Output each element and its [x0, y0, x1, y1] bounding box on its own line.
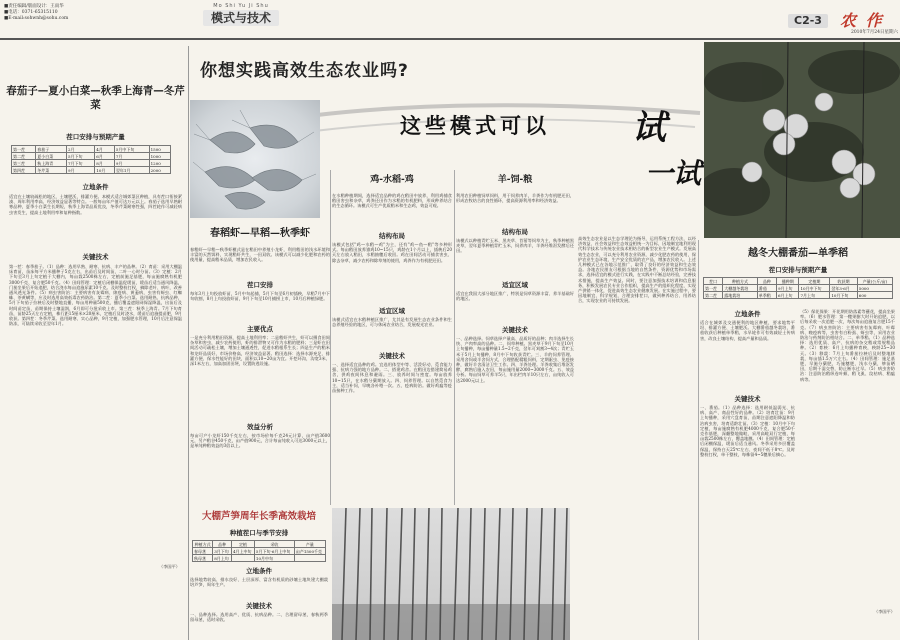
right-article-title: 越冬大棚番茄—单季稻 [748, 248, 848, 259]
right-table-title: 茬口安排与预期产量 [768, 266, 828, 274]
shrimp-text3: 每亩可产小龙虾150千克左右，按市场价每千克24元计算，亩产值3600元，另产稻谷450千克，亩产值900元，合计每亩纯收入可达3000元以上，是单纯种稻效益的3倍以上。 [190, 433, 330, 449]
sheep-text3: 一、品种选择。饲草选择产量高、品质好的品种；肉羊选择生长快、产肉率高的品种。二、饲草种植。黑麦草于9月下旬至10月上旬播种，每亩播种量1.5~2千克，翌年可刈割3~4次；青贮玉米于5月上旬播种，8月中下旬收获青贮。三、羊的饲养管理。采用舍饲或半舍饲方式，合理搭配精粗饲料，定期驱虫、免疫接种，做好羊舍清洁卫生工作。四、羊粪处理。羊粪收集后堆沤发酵，腐熟后施入农田，每亩施用量2000~3000千克。五、效益分析。每亩饲草可养羊5只，年出栏肉羊10只左右，亩纯收入可达2000元以上。 [456, 336, 574, 383]
chicken-title: 鸡-水稻-鸡 [370, 175, 414, 185]
table-row [704, 285, 893, 292]
left-conditions-heading: 立地条件 [82, 183, 109, 191]
right-article [700, 244, 896, 640]
phone-line: ■电话：0371-65315110 [4, 10, 58, 15]
sheep-text1: 该模式以种植青贮玉米、黑麦草、苜蓿等饲草为主，秋季种植黑麦草，翌年夏季种植青贮玉米，饲养肉羊，羊粪经堆沤发酵后还田。 [456, 238, 574, 254]
section-pinyin: Mo Shi Yu Ji Shu [213, 3, 269, 9]
shrimp-text1: 每年3月上旬投放虾苗，5月中旬起捕，5月下旬至6月初插秧，早稻7月中下旬收割，8月上旬投放虾苗，9月下旬至10月捕捞上市，10月后种植绿肥。 [190, 291, 330, 302]
page-code: C2-3 [788, 14, 828, 28]
tomato-illustration [704, 42, 900, 238]
table-cell: 亩产1500千克 [294, 548, 325, 555]
asparagus-conditions-heading: 立地条件 [246, 567, 272, 575]
table-cell: 1500 [149, 146, 170, 153]
divider-3 [698, 240, 699, 640]
table-row [12, 146, 171, 153]
left-article-title: 春茄子—夏小白菜—秋季上海青—冬芹菜 [6, 85, 185, 111]
table-cell: 夏小白菜 [36, 153, 67, 160]
feature-headline-try2: 一试 [645, 157, 702, 190]
header-rule [0, 38, 900, 40]
chicken-text2: 该模式适宜在水稻种植区推广，尤其是有发展生态农业条件和生态养殖经验的地区，可与休闲农业结合，发展观光农业。 [332, 317, 452, 328]
right-conditions-text: 适合在城郊及交通便利的地区种植，要求地势平坦、排灌方便、土壤肥沃。大棚番茄越冬栽培，番茄收获后种植单季稻，水旱轮作可有效减轻土传病害，改良土壤结构，提高产量和品质。 [700, 320, 795, 341]
left-byline: （李国平） [159, 564, 180, 569]
chicken-text1: 该模式包括"鸡—水稻—鸡"为主，还有"鸡—鱼—稻"等多种形式。每亩稻田放养雏鸡10~15只，鸡龄在1个月以上，插秧后20天左右放入稻田，水稻抽穗后收回。鸡在田间活动可捕食害虫、除去杂草，减少农药和除草剂的使用，鸡粪作为有机肥还田。 [332, 242, 452, 263]
left-article [3, 46, 189, 640]
feature-headline-try: 试 [632, 108, 666, 148]
right-byline: （李国平） [874, 609, 895, 614]
main-headline: 你想实践高效生态农业吗? [200, 61, 409, 81]
asparagus-title: 大棚芦笋周年长季高效栽培 [201, 511, 316, 522]
table-header-cell: 茬口 [704, 278, 723, 285]
right-columns [700, 305, 896, 619]
table-header-cell: 定植期 [799, 278, 830, 285]
shrimp-article [190, 222, 330, 504]
table-cell: 10月中旬 [254, 555, 294, 562]
editor-line: ■责任编辑/版面设计：王雨华 [4, 4, 64, 9]
table-cell: 8月 [95, 160, 115, 167]
sheep-article [456, 172, 574, 542]
table-cell: 9月 [66, 167, 94, 174]
table-cell: 6月 [95, 153, 115, 160]
table-row [193, 548, 326, 555]
sheep-sub2: 适宜区域 [502, 281, 528, 289]
table-cell: 大棚越冬栽培 [723, 285, 758, 292]
right-tech-heading: 关键技术 [734, 395, 761, 403]
asparagus-tech-text: 一、品种选择。选用高产、优质、抗病品种。二、合理留母茎，春秋两季留母茎，适时采收。 [190, 612, 328, 623]
right-col-b [800, 305, 895, 619]
left-table-title: 茬口安排与预期产量 [66, 133, 125, 141]
table-cell: 第一茬 [12, 146, 36, 153]
table-cell: 秋上海青 [36, 160, 67, 167]
table-header-cell: 产量 [294, 541, 325, 548]
table-cell [294, 555, 325, 562]
table-cell [231, 555, 254, 562]
table-header-cell: 品种 [757, 278, 776, 285]
shrimp-intro: 春稻虾—早稻—秋季虾模式是在稻田中养殖小龙虾，利用稻田的浅水环境和丰富的天然饵料，实现稻虾共生，一田双收。该模式可以减少化肥和农药的使用量，提高稻米品质，增加农民收入。 [190, 247, 330, 263]
table-header-cell: 种植方式 [723, 278, 758, 285]
table-cell: 第三茬 [12, 160, 36, 167]
table-row [193, 555, 326, 562]
chicken-sub2: 适宜区域 [379, 307, 405, 315]
asparagus-article [190, 508, 328, 640]
extra-article-text: 高效生态农业是以生态学理论为指导，运用系统工程方法，以经济效益、社会效益和生态效益相统一为目标，因地制宜地利用现代科学技术与传统农业技术相结合的新型农业生产模式。发展高效生态农业，可以充分利用农业资源，减少化肥农药的使用，保护农业生态环境，生产安全优质的农产品，增加农民收入。上述几种模式已在各地示范推广，取得了良好的经济效益和生态效益。各地农民朋友可根据当地的自然条件、资源优势和市场需求，选择适宜的模式进行实践，在实践中不断总结经验，完善技术措施，提高生产效益。同时，要注意加强技术培训和信息服务，积极发展农民专业合作组织，提高生产的组织化程度，实现产供销一体化，促进高效生态农业健康发展。在实施过程中，要因地制宜、科学规划，合理安排茬口，做到种养结合、用养结合，实现农业的可持续发展。 [578, 236, 696, 304]
table-cell: 番茄 [757, 285, 776, 292]
divider-1 [330, 170, 331, 505]
table-cell: 春茄子 [36, 146, 67, 153]
right-conditions-heading: 立地条件 [734, 310, 761, 318]
extra-article [578, 232, 696, 637]
left-tech-heading: 关键技术 [82, 253, 109, 261]
table-cell: 6月上旬 [776, 292, 798, 299]
brand-logo: 农 作 [840, 11, 884, 30]
divider-2 [454, 170, 455, 505]
table-cell: 秋母茎 [193, 555, 213, 562]
table-cell: 5月下旬-6月上中旬 [254, 548, 294, 555]
table-cell: 2月 [66, 146, 94, 153]
table-cell: 4月上中旬 [231, 548, 254, 555]
shrimp-photo [190, 100, 320, 218]
table-cell: 第二茬 [12, 153, 36, 160]
feature-headline: 这些模式可以 [400, 114, 550, 138]
table-cell: 9月 [114, 160, 149, 167]
issue-date: 2010年7月24日星期六 [850, 30, 898, 35]
chicken-intro: 在水稻种植期间，选择适宜品种的鸡在稻田中放养，利用鸡捕食稻田害虫和杂草，鸡粪还田作为水稻的有机肥料，形成种养结合的生态循环。该模式可生产优质稻米和生态鸡，效益可观。 [332, 193, 452, 209]
table-cell: 600 [857, 292, 892, 299]
table-header-cell: 收获期 [830, 278, 857, 285]
table-row [704, 292, 893, 299]
table-header-cell: 定植 [231, 541, 254, 548]
table-cell: 第四茬 [12, 167, 36, 174]
asparagus-illustration [332, 508, 570, 640]
table-header-cell: 品种 [213, 541, 232, 548]
table-cell: 春母茎 [193, 548, 213, 555]
table-row [12, 167, 171, 174]
table-cell: 5000 [857, 285, 892, 292]
sheep-sub3: 关键技术 [502, 326, 528, 334]
table-cell: 1000 [149, 153, 170, 160]
sheep-sub1: 结构布局 [502, 228, 528, 236]
asparagus-subtitle: 种植茬口与季节安排 [229, 529, 289, 537]
asparagus-table [192, 540, 326, 562]
chicken-article [332, 172, 452, 512]
table-cell: 翌年1月 [114, 167, 149, 174]
asparagus-photo [332, 508, 570, 640]
chicken-sub1: 结构布局 [379, 232, 405, 240]
left-crop-table [11, 145, 171, 174]
table-cell: 单季稻 [757, 292, 776, 299]
editor-info [4, 4, 116, 22]
table-cell: 3月下旬 [213, 548, 232, 555]
right-tech-text-b: （5）保花保果：开花期用防落素等蘸花，提高坐果率。（6）肥水管理：第一穗果膨大时开始追肥，以后每采收一次追肥一次，每次每亩追施复合肥15千克。（7）病虫害防治：主要病害有灰霉病、叶霉病、晚疫病等，虫害有白粉虱、蚜虫等，采用农业防治与药剂防治相结合。二、单季稻。（1）品种选择：选用优质、高产、抗病的杂交稻或常规稻品种。（2）育秧：6月上旬播种育秧，秧龄25~30天。（3）移栽：7月上旬番茄拉秧后及时整地移栽，每亩插1.5万穴左右。（4）田间管理：施足基肥，早施分蘖肥，巧施穗肥，浅水分蘖，够苗晒田，后期干湿交替，防止断水过早。（5）病虫害防治：注意防治稻纵卷叶螟、稻飞虱、纹枯病、稻瘟病等。 [800, 309, 895, 382]
asparagus-conditions-text: 选择地势较高、排水良好、土层深厚、富含有机质的砂壤土地块建大棚栽培芦笋，周年生产。 [190, 577, 328, 588]
table-cell: 10月下旬 [830, 292, 857, 299]
table-cell: 冬芹菜 [36, 167, 67, 174]
shrimp-sub1: 茬口安排 [247, 281, 273, 289]
table-cell: 2000 [149, 167, 170, 174]
table-cell: 5月中下旬 [114, 146, 149, 153]
shrimp-title: 春稻虾—早稻—秋季虾 [210, 228, 310, 239]
table-header-cell: 播种期 [776, 278, 798, 285]
table-cell: 翌年3-6月 [830, 285, 857, 292]
table-header-cell: 产量(公斤/亩) [857, 278, 892, 285]
table-cell: 9月上旬 [776, 285, 798, 292]
chicken-sub3: 关键技术 [379, 352, 405, 360]
shrimp-text2: 一是充分利用稻田资源，提高土地利用率；二是稻虾共生，虾可以摄食田间杂草和害虫，减少农药使用，虾的排泄物又可作为水稻的肥料；三是虾在田间活动可疏松土壤，增加土壤通透性，促进水稻根系生长；四是生产的稻米和龙虾品质好，市场价格高，经济效益显著。稻田选择：选择水源充足、排灌方便、保水性能好的田块，面积以10~20亩为宜。开挖环沟，沟宽3米、深1米左右，加高加固田埂，设置防逃设施。 [190, 335, 330, 367]
tomato-photo [704, 42, 900, 238]
right-crop-table [703, 277, 893, 299]
shrimp-illustration [190, 100, 320, 218]
table-cell: 1200 [149, 160, 170, 167]
table-cell: 10月 [95, 167, 115, 174]
table-cell: 7月上旬 [799, 292, 830, 299]
table-cell: 4月 [95, 146, 115, 153]
asparagus-tech-heading: 关键技术 [246, 602, 272, 610]
section-header [196, 3, 286, 26]
table-row [12, 153, 171, 160]
sheep-text2: 适宜在我国大部分地区推广，特别是饲草资源丰富、养羊基础好的地区。 [456, 291, 574, 302]
table-header-cell: 采收 [254, 541, 294, 548]
email-line: ■E-mail:sohwnh@sohu.com [4, 16, 69, 21]
table-cell: 第二茬 [704, 292, 723, 299]
table-header-row [704, 278, 893, 285]
left-conditions-text: 适宜在土壤较疏松的地区，土壤肥沃，排灌方便。本模式适合城郊菜区种植，具有茬口衔接紧凑、周年利用率高、经济效益显著等特点。一般每亩年产值可达万元以上。春茄子选用早熟耐寒品种，夏季小白菜生长期短，秋季上海青品质优良，冬季芹菜耐寒性强，四茬轮作可减轻病虫害发生，提高土地利用率和复种指数。 [9, 194, 182, 215]
table-cell: 5月下旬 [66, 153, 94, 160]
table-cell: 10月中下旬 [799, 285, 830, 292]
table-row [12, 160, 171, 167]
left-tech-text: 第一茬：春季茄子。（1）品种：选用早熟、耐寒、抗病、丰产的品种。（2）育苗：采用大棚温床育苗，苗床每平方米播种子5克左右，出苗后及时间苗，二叶一心时分苗。（3）定植：2月下旬至3月上旬定植于大棚内，每亩栽2500株左右，定植前施足基肥，每亩施腐熟有机肥3000千克、复合肥50千克。（4）田间管理：定植后闭棚保温促缓苗，缓苗后适当通风降温，门茄坐果后开始追肥，结合浇水每亩追施尿素10千克。及时整枝打杈，摘除老叶、病叶，改善通风透光条件。（5）病虫害防治：主要病害有灰霉病、绵疫病、黄萎病，虫害有蚜虫、红蜘蛛、茶黄螨等，应及时选用高效低毒农药防治。第二茬：夏季小白菜。选用耐热、抗病品种，5月下旬茄子拉秧后及时整地直播，每亩用种量500克，播后覆盖遮阳网保湿降温，出苗后及时间苗定苗，苗期保持土壤湿润，6月即可分批采收上市。第三茬：秋季上海青。7月下旬育苗，苗龄25天左右定植，株行距15厘米×20厘米，定植后及时浇水，缓苗后追施提苗肥，9月收获。第四茬：冬季芹菜。选用耐寒、实心品种，9月定植，加强肥水管理，10月后注意保温防冻，可陆续采收至翌年1月。 [9, 264, 182, 327]
table-cell: 7月 [114, 153, 149, 160]
sheep-intro: 利用农田种植饲草饲料，用于饲养肉羊，羊粪作为有机肥还田，形成农牧结合的良性循环，提高资源利用率和经济效益。 [456, 193, 574, 204]
table-cell: 7月下旬 [66, 160, 94, 167]
shrimp-sub2: 主要优点 [247, 325, 273, 333]
section-title: 模式与技术 [203, 10, 279, 26]
shrimp-sub3: 效益分析 [247, 423, 273, 431]
right-col-a [700, 305, 795, 619]
table-header-cell: 种植方式 [193, 541, 213, 548]
table-cell: 8月上旬 [213, 555, 232, 562]
table-cell: 第一茬 [704, 285, 723, 292]
right-tech-text-a: 一、番茄。（1）品种选择：选用耐低温弱光、抗病、高产、商品性好的品种。（2）培育壮苗：9月上旬播种，采用穴盘育苗，苗期注意遮阳降温和防治病虫害，培育适龄壮苗。（3）定植：10月中下旬定植，每亩施腐熟有机肥4000千克、复合肥50千克作基肥，深翻整地做畦，采用高畦双行定植，每亩栽2500株左右，覆盖地膜。（4）田间管理：定植后闭棚保温，缓苗后适当通风。冬季采用多层覆盖保温，保持白天25℃左右、夜间不低于8℃。及时整枝打杈，单干整枝，每株留4~5穗果后摘心。 [700, 405, 795, 457]
sheep-title: 羊-饲-粮 [497, 175, 533, 185]
table-header-row [193, 541, 326, 548]
table-cell: 露地栽培 [723, 292, 758, 299]
chicken-text3: 一、选择适宜品种的鸡。宜选用体型中等、活泼好动、觅食能力强、抗病力强的地方品种。二、搭建鸡舍。在稻田边搭建简易鸡舍，供鸡夜间休息和避雨。三、放养时间与密度。每亩放养10~15只，在水稻分蘖期放入。四、饲养管理。以自然觅食为主，适当补饲，早晚各补喂一次。五、疫病防治。做好鸡瘟等疫苗接种工作。 [332, 362, 452, 394]
